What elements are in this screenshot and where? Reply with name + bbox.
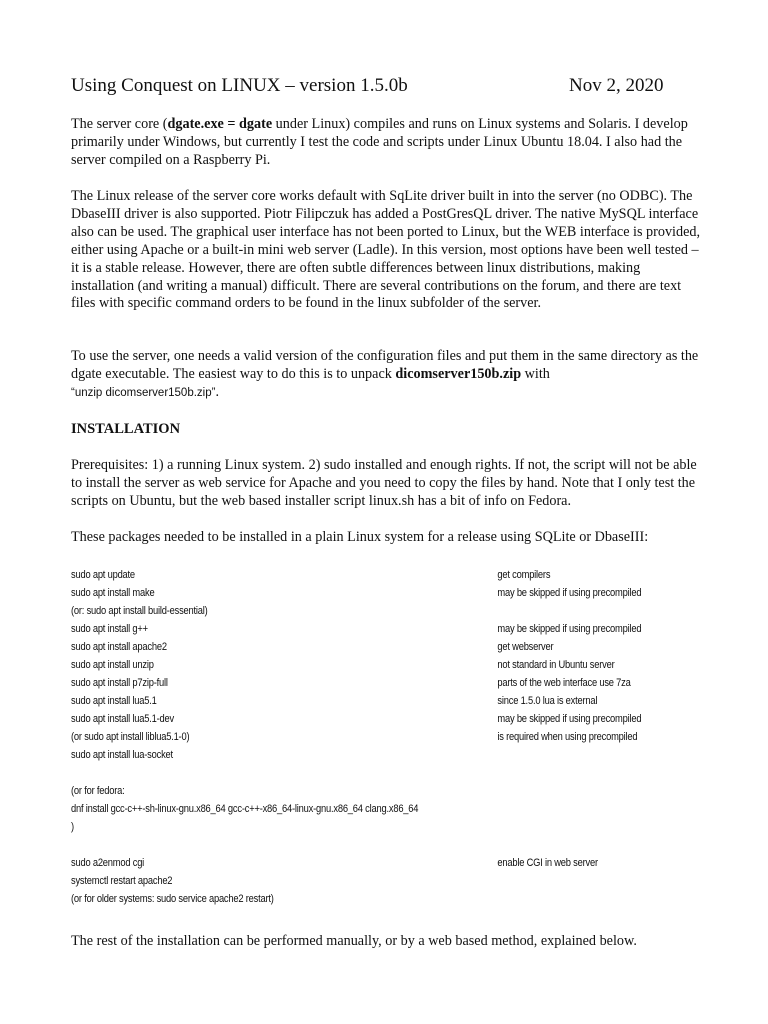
command-row <box>71 638 596 656</box>
command-note: may be skipped if using precompiled <box>497 623 642 635</box>
intro-p1-text-c: under Linux) compiles and runs on Linux systems and Solaris. I develop primarily under Windows, but currently I test the code and scripts under Linux Ubuntu 18.04. I also had the server compiled on a Raspberry Pi. <box>71 116 688 168</box>
command-row <box>71 710 642 728</box>
command-text: sudo apt install make <box>71 587 155 599</box>
intro-p3-unzip-command: “unzip dicomserver150b.zip” <box>71 386 216 399</box>
blank-row <box>71 836 596 854</box>
command-text: sudo apt install lua-socket <box>71 749 173 761</box>
intro-p1-text-a: The server core ( <box>71 116 168 132</box>
command-text: sudo apt install apache2 <box>71 641 167 653</box>
apache-command-row <box>71 872 596 890</box>
command-text: sudo apt install lua5.1 <box>71 695 157 707</box>
command-note: since 1.5.0 lua is external <box>497 695 598 707</box>
command-row <box>71 620 642 638</box>
command-text: sudo a2enmod cgi <box>71 857 145 869</box>
rest-of-installation-paragraph: The rest of the installation can be performed manually, or by a web based method, explained below. <box>71 933 637 949</box>
apache-command-row <box>71 854 596 872</box>
packages-intro-paragraph: These packages needed to be installed in a plain Linux system for a release using SQLite or DbaseIII: <box>71 529 649 545</box>
package-command-list <box>71 566 642 908</box>
command-row <box>71 656 615 674</box>
command-text: sudo apt install p7zip-full <box>71 677 168 689</box>
command-text: (or: sudo apt install build-essential) <box>71 605 208 617</box>
command-text: sudo apt install unzip <box>71 659 154 671</box>
command-row <box>71 674 631 692</box>
command-row <box>71 584 642 602</box>
command-row <box>71 728 638 746</box>
fedora-row <box>71 800 596 818</box>
command-note: get webserver <box>497 641 554 653</box>
fedora-row <box>71 782 596 800</box>
blank-row <box>71 764 596 782</box>
installation-heading: INSTALLATION <box>71 421 181 437</box>
command-row <box>71 746 596 764</box>
document-title: Using Conquest on LINUX – version 1.5.0b <box>71 75 408 96</box>
apache-command-row <box>71 890 596 908</box>
command-text: sudo apt install lua5.1-dev <box>71 713 174 725</box>
command-text: (or sudo apt install liblua5.1-0) <box>71 731 190 743</box>
command-note: get compilers <box>497 569 551 581</box>
command-row <box>71 602 596 620</box>
command-note: enable CGI in web server <box>497 857 598 869</box>
intro-paragraph-1 <box>71 116 701 170</box>
intro-paragraph-3 <box>71 348 701 403</box>
intro-paragraph-2: The Linux release of the server core works default with SqLite driver built in into the server (no ODBC). The DbaseIII driver is also supported. Piotr Filipczuk has added a PostGresQL driver. The native MySQL interface also can be used. The graphical user interface has not been ported to Linux, but the WEB interface is provided, either using Apache or a built-in mini web server (Ladle). In this version, most options have been well tested – it is a stable release. However, there are often subtle differences between linux distributions, making installation (and writing a manual) difficult. There are several contributions on the forum, and there are text files with specific command orders to be found in the linux subfolder of the server. <box>71 188 701 312</box>
prerequisites-paragraph: Prerequisites: 1) a running Linux system. 2) sudo installed and enough rights. If not, the script will not be able to install the server as web service for Apache and you need to copy the files by hand. Note that I only test the scripts on Ubuntu, but the web based installer script linux.sh has a bit of info on Fedora. <box>71 457 697 509</box>
command-text: sudo apt update <box>71 569 135 581</box>
command-note: is required when using precompiled <box>497 731 638 743</box>
command-note: may be skipped if using precompiled <box>497 587 642 599</box>
command-text: (or for older systems: sudo service apache2 restart) <box>71 893 274 905</box>
intro-p3-text-a: To use the server, one needs a valid version of the configuration files and put them in the same directory as the dgate executable. The easiest way to do this is to unpack <box>71 348 699 382</box>
intro-p1-bold: dgate.exe = dgate <box>167 116 273 132</box>
command-note: not standard in Ubuntu server <box>497 659 615 671</box>
command-note: parts of the web interface use 7za <box>497 677 631 689</box>
fedora-row <box>71 818 596 836</box>
fedora-text: dnf install gcc-c++-sh-linux-gnu.x86_64 gcc-c++-x86_64-linux-gnu.x86_64 clang.x86_64 <box>71 803 419 815</box>
command-text: systemctl restart apache2 <box>71 875 173 887</box>
document-header <box>71 74 671 98</box>
command-note: may be skipped if using precompiled <box>497 713 642 725</box>
intro-p3-text-e: . <box>215 383 219 400</box>
command-text: sudo apt install g++ <box>71 623 148 635</box>
command-row <box>71 566 596 584</box>
fedora-text: (or for fedora: <box>71 785 125 797</box>
intro-p3-text-c: with <box>521 365 550 382</box>
intro-p3-bold: dicomserver150b.zip <box>395 365 522 382</box>
document-date: Nov 2, 2020 <box>569 75 664 96</box>
command-row <box>71 692 596 710</box>
fedora-text: ) <box>71 821 74 833</box>
